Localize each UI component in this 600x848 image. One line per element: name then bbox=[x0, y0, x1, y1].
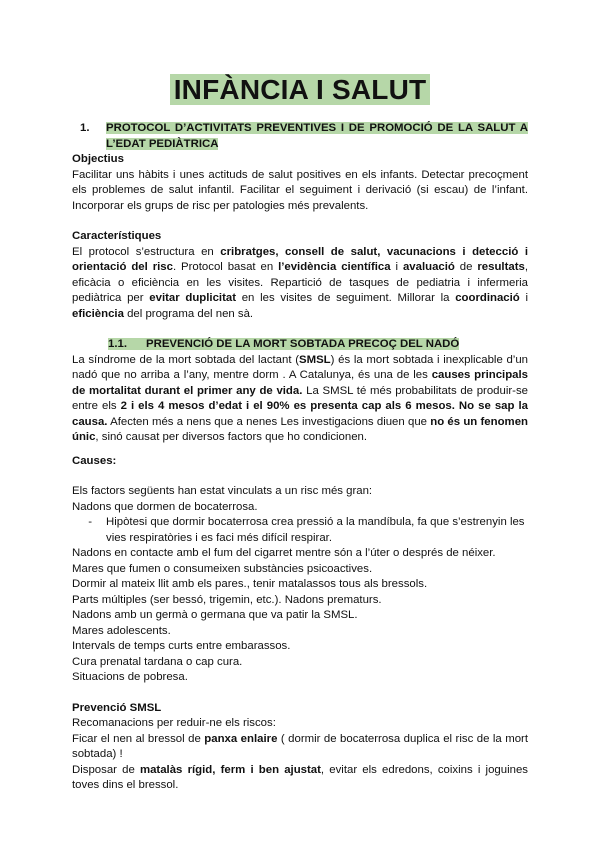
smsl-intro-text: La síndrome de la mort sobtada del lactant (SMSL) és la mort sobtada i inexplicable d’un nadó que no arriba a l’any, mentre dorm . A Catalunya, és una de les causes principals de mortalitat durant el primer any de vida. La SMSL té més probabilitats de produir-se entre els 2 i els 4 mesos d’edat i el 90% es presenta cap als 6 mesos. No se sap la causa. Afecten més a nens que a nenes Les investigacions diuen que no és un fenomen únic, sinó causat per diversos factors que ho condicionen. bbox=[72, 353, 529, 443]
section-1-1-title: PREVENCIÓ DE LA MORT SOBTADA PRECOÇ DEL NADÓ bbox=[146, 338, 460, 350]
causes-item: Mares que fumen o consumeixen substàncies psicoactives. bbox=[72, 562, 373, 575]
objectius-text: Facilitar uns hàbits i unes actituds de salut positives en els infants. Detectar precoçment els problemes de salut infantil. Facilitar el seguiment i derivació (si escau) de l’infant. Incorporar els grups de risc per patologies més prevalents. bbox=[72, 168, 528, 212]
prevencio-intro: Recomanacions per reduir-ne els riscos: bbox=[72, 717, 276, 729]
causes-item: Nadons que dormen de bocaterrosa. bbox=[72, 500, 258, 513]
prevencio-label: Prevenció SMSL bbox=[72, 701, 162, 714]
causes-label: Causes: bbox=[72, 454, 117, 467]
bullet-dash: - bbox=[88, 516, 92, 528]
causes-bullet bbox=[72, 515, 528, 546]
section-1-heading bbox=[72, 121, 528, 152]
section-1-number: 1. bbox=[80, 122, 90, 134]
causes-item: Parts múltiples (ser bessó, trigemin, etc.). Nadons prematurs. bbox=[72, 593, 382, 606]
causes-item: Situacions de pobresa. bbox=[72, 671, 188, 683]
objectius-label: Objectius bbox=[72, 153, 124, 165]
causes-item: Intervals de temps curts entre embarassos. bbox=[72, 640, 291, 652]
section-1-1-number: 1.1. bbox=[108, 338, 127, 350]
prevencio-rec-1: Ficar el nen al bressol de panxa enlaire ( dormir de bocaterrosa duplica el risc de la mort sobtada) ! bbox=[72, 732, 529, 760]
page-title: INFÀNCIA I SALUT bbox=[170, 74, 431, 105]
document-body bbox=[72, 121, 528, 794]
prevencio-rec-2: Disposar de matalàs rígid, ferm i ben ajustat, evitar els edredons, coixins i joguines toves dins el bressol. bbox=[72, 763, 528, 791]
caracteristiques-label: Característiques bbox=[72, 230, 162, 242]
causes-item: Nadons amb un germà o germana que va patir la SMSL. bbox=[72, 609, 358, 621]
section-1-1-heading bbox=[72, 337, 528, 353]
caracteristiques-text: El protocol s’estructura en cribratges, consell de salut, vacunacions i detecció i orientació del risc. Protocol basat en l’evidència científica i avaluació de resultats, eficàcia o eficiència en les visites. Repartició de tasques de pediatria i infermeria pediàtrica per evitar duplicitat en les visites de seguiment. Millorar la coordinació i eficiència del programa del nen sà. bbox=[72, 245, 528, 320]
causes-item: Nadons en contacte amb el fum del cigarret mentre són a l’úter o després de néixer. bbox=[72, 547, 496, 559]
causes-item: Cura prenatal tardana o cap cura. bbox=[72, 655, 243, 668]
causes-intro: Els factors següents han estat vinculats a un risc més gran: bbox=[72, 485, 373, 497]
causes-item: Dormir al mateix llit amb els pares., tenir matalassos tous als bressols. bbox=[72, 578, 428, 590]
causes-item: Mares adolescents. bbox=[72, 624, 171, 637]
bullet-text: Hipòtesi que dormir bocaterrosa crea pressió a la mandíbula, fa que s’estrenyin les vies respiratòries i es faci més difícil respirar. bbox=[106, 516, 525, 544]
section-1-title: PROTOCOL D’ACTIVITATS PREVENTIVES I DE PROMOCIÓ DE LA SALUT A L’EDAT PEDIÀTRICA bbox=[106, 122, 528, 150]
